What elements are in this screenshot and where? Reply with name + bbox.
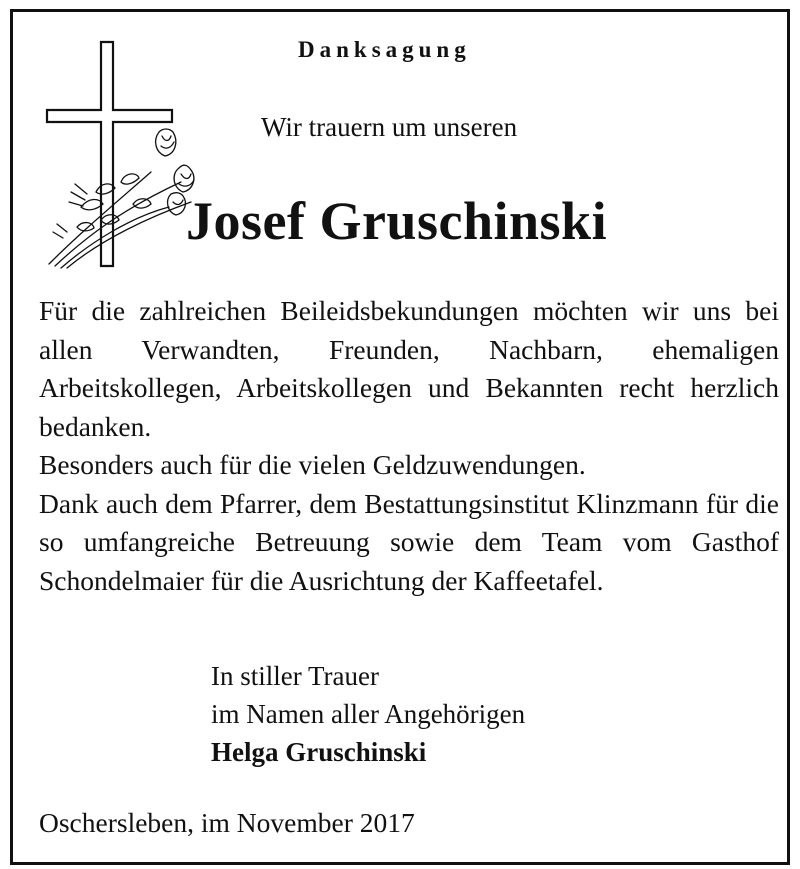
cross-with-roses-icon [41,32,206,277]
acknowledgement-paragraph: Dank auch dem Pfarrer, dem Bestattungsinstitut Klinzmann für die so umfangreiche Betreuung sowie dem Team vom Gasthof Schondelmaier für die Ausrichtung der Kaffeetafel. [39,487,779,596]
signoff-line-2: im Namen aller Angehörigen [211,699,526,729]
notice-body [39,292,779,600]
thanks-paragraph: Für die zahlreichen Beileidsbekundungen möchten wir uns bei allen Verwandten, Freunden, Nachbarn, ehemaligen Arbeitskollegen, Arbeitskollegen und Bekannten recht herzlich bedanken. [39,295,779,442]
donations-paragraph: Besonders auch für die vielen Geldzuwendungen. [39,449,586,480]
deceased-name: Josef Gruschinski [186,191,608,251]
notice-heading: Danksagung [298,37,471,62]
signoff-block [211,657,525,771]
signoff-line-1: In stiller Trauer [211,661,379,691]
signer-name: Helga Gruschinski [211,737,427,767]
intro-line: Wir trauern um unseren [261,112,518,142]
obituary-notice [10,9,790,865]
place-date: Oschersleben, im November 2017 [39,807,415,838]
